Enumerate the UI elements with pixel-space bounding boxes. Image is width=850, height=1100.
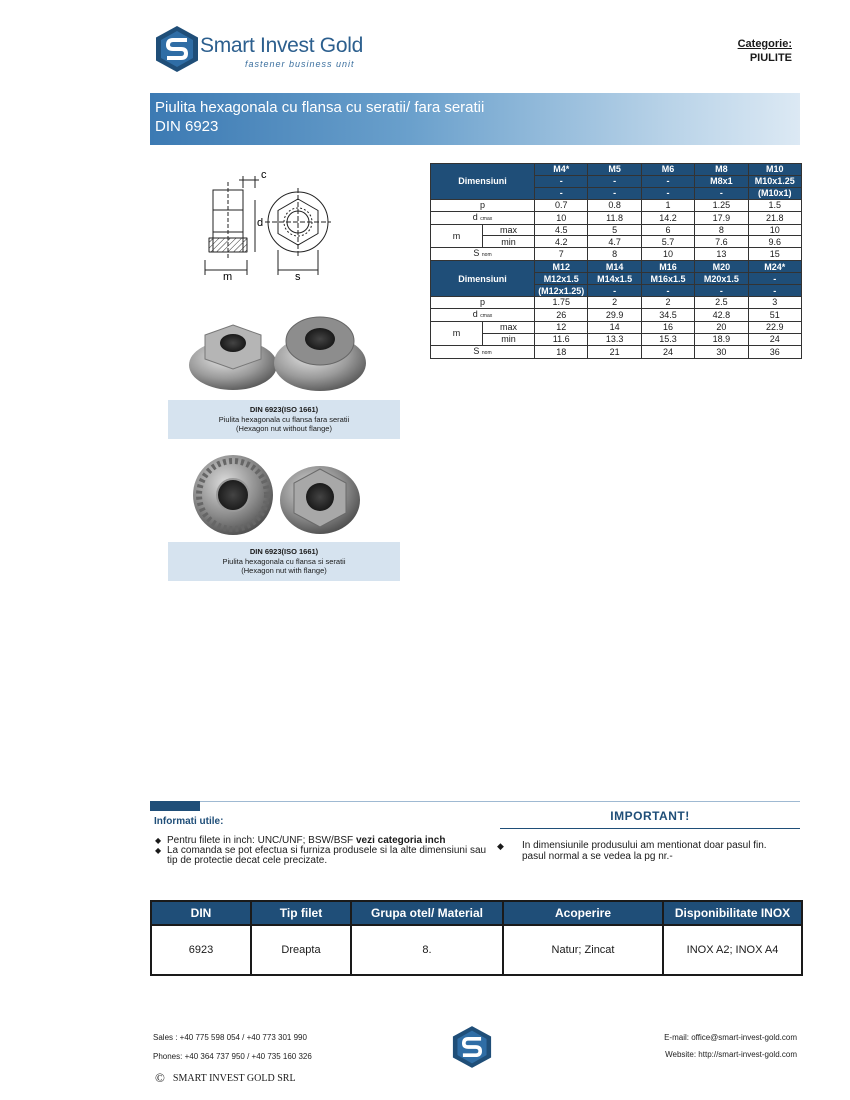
footer-phones: Phones: +40 364 737 950 / +40 735 160 326	[153, 1052, 312, 1061]
drawing-label-c: c	[261, 169, 267, 181]
important-divider	[500, 828, 800, 829]
table-cell: 34.5	[641, 308, 694, 321]
list-item: ◆ Pentru filete in inch: UNC/UNF; BSW/BSF vezi categoria inch	[155, 835, 446, 846]
table-cell: 2	[588, 297, 641, 309]
table-cell: 15.3	[641, 333, 694, 345]
table-cell: 11.8	[588, 211, 641, 224]
header-din: DIN	[151, 901, 251, 925]
row-label-m: m	[431, 321, 483, 345]
table-row	[431, 297, 802, 309]
fine-pitch-cell: M10x1.25	[748, 175, 801, 187]
row-label-s: S nom	[431, 345, 535, 358]
footer-email[interactable]: E-mail: office@smart-invest-gold.com	[664, 1033, 797, 1042]
category-block	[738, 37, 792, 65]
flange-nut-photo	[185, 313, 370, 398]
table-cell: 12	[535, 321, 588, 333]
row-label-max: max	[483, 224, 535, 236]
technical-drawing	[195, 160, 335, 290]
drawing-label-s: s	[295, 271, 301, 283]
table-cell: 22.9	[748, 321, 801, 333]
fine-pitch-cell: M16x1.5	[641, 273, 694, 285]
fine-pitch-cell: (M10x1)	[748, 187, 801, 199]
table-cell: 5.7	[641, 236, 694, 248]
fine-pitch-cell: -	[641, 175, 694, 187]
brand-name: Smart Invest Gold	[200, 34, 363, 57]
fine-pitch-cell: -	[588, 187, 641, 199]
cell-acoperire: Natur; Zincat	[503, 925, 663, 975]
table-row	[431, 224, 802, 236]
table-cell: 16	[641, 321, 694, 333]
title-banner	[150, 93, 800, 145]
table-cell: 15	[748, 248, 801, 261]
fine-pitch-cell: M8x1	[695, 175, 748, 187]
fine-pitch-cell: -	[695, 187, 748, 199]
header-acoperire: Acoperire	[503, 901, 663, 925]
caption-english: (Hexagon nut without flange)	[236, 424, 332, 433]
size-cell: M12	[535, 261, 588, 273]
size-cell: M5	[588, 164, 641, 176]
fine-pitch-cell: M14x1.5	[588, 273, 641, 285]
table-cell: 30	[695, 345, 748, 358]
table-cell: 21	[588, 345, 641, 358]
table-cell: 0.7	[535, 199, 588, 211]
cell-din: 6923	[151, 925, 251, 975]
info-accent-bar	[150, 801, 200, 811]
important-title: IMPORTANT!	[610, 809, 690, 823]
row-label-min: min	[483, 333, 535, 345]
table-header-row	[151, 901, 802, 925]
table-row	[431, 333, 802, 345]
table-cell: 20	[695, 321, 748, 333]
bullet-icon: ◆	[155, 836, 162, 845]
table-row	[431, 199, 802, 211]
size-cell: M16	[641, 261, 694, 273]
size-cell: M4*	[535, 164, 588, 176]
table-cell: 4.2	[535, 236, 588, 248]
spec-table	[150, 900, 803, 976]
inch-category-link[interactable]: vezi categoria inch	[355, 835, 446, 846]
footer-website[interactable]: Website: http://smart-invest-gold.com	[665, 1050, 797, 1059]
dimensiuni-label: Dimensiuni	[431, 261, 535, 297]
table-cell: 14	[588, 321, 641, 333]
caption-code: DIN 6923(ISO 1661)	[249, 405, 319, 414]
fine-pitch-cell: -	[748, 285, 801, 297]
product-title: Piulita hexagonala cu flansa cu seratii/ fara seratii	[155, 99, 485, 116]
table-cell: 10	[535, 211, 588, 224]
row-label-max: max	[483, 321, 535, 333]
serrated-flange-nut-photo	[185, 455, 370, 540]
dimension-block-2	[431, 261, 802, 358]
product-standard: DIN 6923	[155, 118, 219, 135]
drawing-label-d: d	[257, 217, 264, 229]
table-cell: 13	[695, 248, 748, 261]
copyright-icon: ©	[155, 1070, 165, 1085]
row-label-p: p	[431, 199, 535, 211]
company-name: SMART INVEST GOLD SRL	[172, 1073, 296, 1084]
header-tip-filet: Tip filet	[251, 901, 351, 925]
category-value: PIULITE	[749, 52, 792, 64]
table-cell: 11.6	[535, 333, 588, 345]
caption-name: Piulita hexagonala cu flansa si seratii	[222, 556, 346, 566]
fine-pitch-cell: -	[695, 285, 748, 297]
info-divider	[200, 801, 800, 802]
size-cell: M6	[641, 164, 694, 176]
row-label-p: p	[431, 297, 535, 309]
table-cell: 3	[748, 297, 801, 309]
fine-pitch-cell: (M12x1.25)	[535, 285, 588, 297]
fine-pitch-cell: -	[641, 285, 694, 297]
row-label-min: min	[483, 236, 535, 248]
fine-pitch-cell: -	[588, 285, 641, 297]
cell-disponibilitate: INOX A2; INOX A4	[663, 925, 802, 975]
table-row	[431, 236, 802, 248]
table-cell: 1.75	[535, 297, 588, 309]
table-cell: 36	[748, 345, 801, 358]
table-cell: 2.5	[695, 297, 748, 309]
footer-copyright	[155, 1070, 296, 1086]
row-label-m: m	[431, 224, 483, 248]
table-cell: 10	[748, 224, 801, 236]
bullet-icon: ◆	[497, 841, 504, 851]
fine-pitch-cell: -	[535, 175, 588, 187]
caption-english: (Hexagon nut with flange)	[241, 566, 327, 575]
table-cell: 26	[535, 308, 588, 321]
table-cell: 9.6	[748, 236, 801, 248]
fine-pitch-cell: M12x1.5	[535, 273, 588, 285]
caption-name: Piulita hexagonala cu flansa fara seratii	[218, 414, 350, 424]
table-cell: 1.5	[748, 199, 801, 211]
table-row	[431, 164, 802, 176]
table-cell: 1.25	[695, 199, 748, 211]
table-cell: 14.2	[641, 211, 694, 224]
table-cell: 24	[641, 345, 694, 358]
table-cell: 7	[535, 248, 588, 261]
row-label-d: d cmax	[431, 211, 535, 224]
brand-tagline: fastener business unit	[245, 59, 355, 69]
cell-tip-filet: Dreapta	[251, 925, 351, 975]
size-cell: M24*	[748, 261, 801, 273]
dimensiuni-label: Dimensiuni	[431, 164, 535, 200]
category-label: Categorie:	[737, 38, 792, 50]
important-text: In dimensiunile produsului am mentionat doar pasul fin. pasul normal a se vedea la pg nr.-	[522, 840, 767, 862]
table-cell: 51	[748, 308, 801, 321]
caption-without-seratii	[168, 400, 400, 439]
table-row	[431, 248, 802, 261]
info-title: Informati utile:	[154, 816, 224, 827]
fine-pitch-cell: -	[588, 175, 641, 187]
drawing-label-m: m	[223, 271, 233, 283]
table-cell: 13.3	[588, 333, 641, 345]
table-cell: 29.9	[588, 308, 641, 321]
dimension-block-1	[431, 164, 802, 261]
info-list	[155, 836, 490, 866]
table-cell: 24	[748, 333, 801, 345]
table-cell: 7.6	[695, 236, 748, 248]
table-cell: 17.9	[695, 211, 748, 224]
caption-code: DIN 6923(ISO 1661)	[249, 547, 319, 556]
table-cell: 2	[641, 297, 694, 309]
table-cell: 42.8	[695, 308, 748, 321]
table-cell: 1	[641, 199, 694, 211]
fine-pitch-cell: -	[535, 187, 588, 199]
table-row	[151, 925, 802, 975]
table-row	[431, 211, 802, 224]
table-row	[431, 261, 802, 273]
footer-sales: Sales : +40 775 598 054 / +40 773 301 990	[153, 1033, 307, 1042]
size-cell: M8	[695, 164, 748, 176]
list-item: ◆ La comanda se pot efectua si furniza produsele si la alte dimensiuni sau tip de protectie decat cele precizate.	[155, 845, 487, 866]
dimension-table	[430, 163, 802, 359]
fine-pitch-cell: M20x1.5	[695, 273, 748, 285]
table-cell: 8	[695, 224, 748, 236]
header-disponibilitate: Disponibilitate INOX	[663, 901, 802, 925]
table-cell: 0.8	[588, 199, 641, 211]
table-cell: 10	[641, 248, 694, 261]
table-cell: 21.8	[748, 211, 801, 224]
caption-with-seratii	[168, 542, 400, 581]
cell-material: 8.	[351, 925, 503, 975]
fine-pitch-cell: -	[641, 187, 694, 199]
footer-logo-icon	[452, 1024, 492, 1070]
size-cell: M10	[748, 164, 801, 176]
size-cell: M20	[695, 261, 748, 273]
table-cell: 18	[535, 345, 588, 358]
table-cell: 18.9	[695, 333, 748, 345]
company-logo-icon	[155, 25, 199, 73]
table-row	[431, 345, 802, 358]
row-label-s: S nom	[431, 248, 535, 261]
table-cell: 6	[641, 224, 694, 236]
table-row	[431, 308, 802, 321]
table-cell: 5	[588, 224, 641, 236]
row-label-d: d cmax	[431, 308, 535, 321]
bullet-icon: ◆	[155, 846, 162, 855]
table-row	[431, 321, 802, 333]
table-cell: 4.5	[535, 224, 588, 236]
table-cell: 4.7	[588, 236, 641, 248]
table-cell: 8	[588, 248, 641, 261]
header-material: Grupa otel/ Material	[351, 901, 503, 925]
fine-pitch-cell: -	[748, 273, 801, 285]
size-cell: M14	[588, 261, 641, 273]
